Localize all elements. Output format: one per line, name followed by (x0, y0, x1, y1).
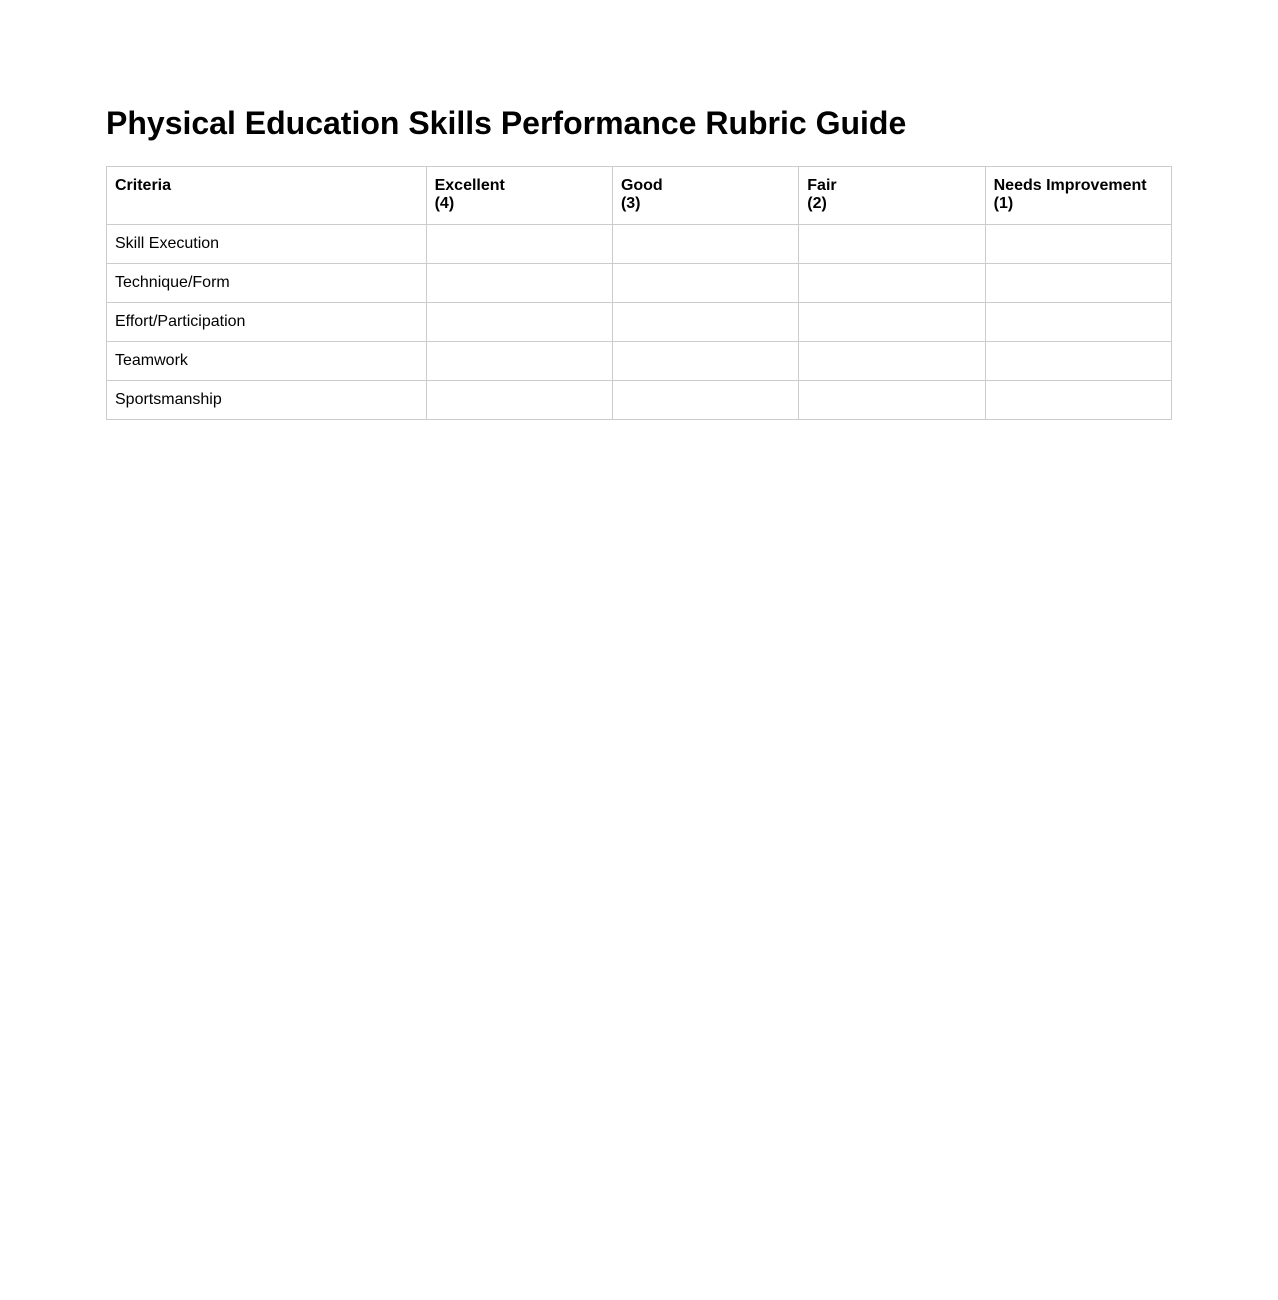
rubric-table-header (107, 167, 1172, 225)
page-title: Physical Education Skills Performance Rubric Guide (106, 105, 907, 141)
criterion-cell: Sportsmanship (107, 381, 427, 420)
header-level-good (612, 167, 798, 225)
level-label: Fair (807, 177, 837, 194)
rating-cell-good (612, 264, 798, 303)
table-row (107, 225, 1172, 264)
rating-cell-fair (799, 303, 985, 342)
header-level-excellent (426, 167, 612, 225)
criterion-cell: Teamwork (107, 342, 427, 381)
rating-cell-fair (799, 264, 985, 303)
level-score: (3) (620, 195, 641, 212)
rating-cell-fair (799, 342, 985, 381)
rating-cell-needs-improvement (985, 381, 1171, 420)
table-row (107, 303, 1172, 342)
rating-cell-needs-improvement (985, 342, 1171, 381)
rating-cell-fair (799, 225, 985, 264)
level-label: Good (620, 177, 663, 194)
table-row (107, 342, 1172, 381)
rating-cell-needs-improvement (985, 264, 1171, 303)
criterion-cell: Skill Execution (107, 225, 427, 264)
criterion-cell: Effort/Participation (107, 303, 427, 342)
criterion-cell: Technique/Form (107, 264, 427, 303)
rating-cell-excellent (426, 342, 612, 381)
rating-cell-excellent (426, 264, 612, 303)
table-row (107, 381, 1172, 420)
rating-cell-excellent (426, 225, 612, 264)
level-score: (2) (807, 195, 827, 212)
rubric-table (106, 166, 1172, 420)
level-label: Needs Improvement (993, 177, 1147, 194)
table-row (107, 264, 1172, 303)
level-score: (4) (434, 195, 455, 212)
rating-cell-good (612, 303, 798, 342)
rating-cell-fair (799, 381, 985, 420)
header-level-fair (799, 167, 985, 225)
level-score: (1) (993, 195, 1014, 212)
rating-cell-good (612, 225, 798, 264)
rating-cell-excellent (426, 381, 612, 420)
rating-cell-excellent (426, 303, 612, 342)
rating-cell-good (612, 342, 798, 381)
rating-cell-needs-improvement (985, 303, 1171, 342)
rating-cell-good (612, 381, 798, 420)
header-level-needs-improvement (985, 167, 1171, 225)
rubric-table-body (107, 225, 1172, 420)
header-criteria: Criteria (107, 167, 427, 225)
level-label: Excellent (434, 177, 505, 194)
rating-cell-needs-improvement (985, 225, 1171, 264)
header-row (107, 167, 1172, 225)
